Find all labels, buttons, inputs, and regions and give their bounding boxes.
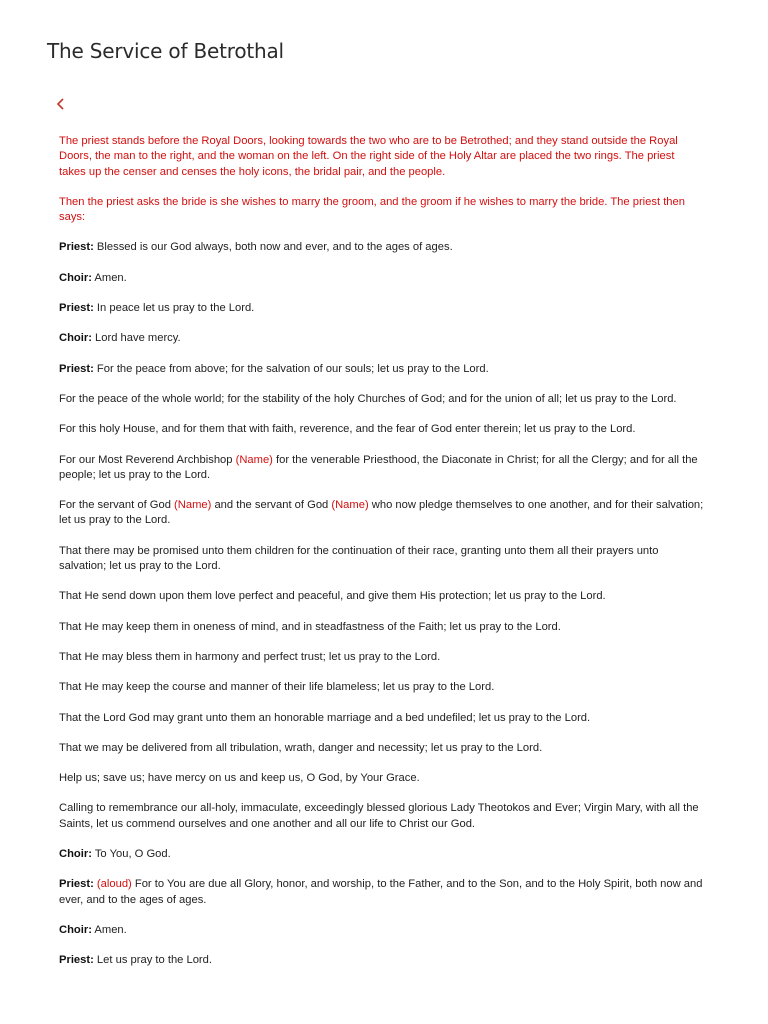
name-placeholder: (Name) bbox=[331, 499, 369, 512]
name-placeholder: (Name) bbox=[174, 499, 212, 512]
header bbox=[0, 0, 768, 90]
choir-line bbox=[59, 271, 704, 286]
speaker-label: Choir: bbox=[59, 848, 92, 861]
speaker-label: Choir: bbox=[59, 332, 92, 345]
speaker-label: Choir: bbox=[59, 271, 92, 284]
service-text bbox=[59, 134, 704, 984]
litany-petition bbox=[59, 453, 704, 484]
litany-petition: Help us; save us; have mercy on us and keep us, O God, by Your Grace. bbox=[59, 772, 420, 785]
litany-petition: That there may be promised unto them children for the continuation of their race, granting unto them all their prayers unto salvation; let us pray to the Lord. bbox=[59, 544, 659, 573]
litany-petition: That He may keep them in oneness of mind, and in steadfastness of the Faith; let us pray to the Lord. bbox=[59, 620, 561, 633]
priest-line bbox=[59, 240, 704, 255]
speaker-label: Priest: bbox=[59, 302, 94, 315]
line-text: To You, O God. bbox=[91, 848, 171, 861]
speaker-label: Priest: bbox=[59, 241, 94, 254]
line-text: Blessed is our God always, both now and ever, and to the ages of ages. bbox=[93, 241, 453, 254]
litany-petition: Calling to remembrance our all-holy, immaculate, exceedingly blessed glorious Lady Theotokos and Ever; Virgin Mary, with all the Saints, let us commend ourselves and one another and all our life to Christ our God. bbox=[59, 802, 699, 830]
line-text: For the peace from above; for the salvation of our souls; let us pray to the Lord. bbox=[93, 362, 489, 375]
back-button[interactable] bbox=[52, 95, 70, 113]
line-text: Let us pray to the Lord. bbox=[93, 954, 212, 967]
chevron-left-icon bbox=[56, 97, 66, 111]
choir-line bbox=[59, 331, 704, 346]
speaker-label: Priest: bbox=[59, 954, 94, 967]
litany-petition bbox=[59, 498, 704, 529]
speaker-label: Priest: bbox=[59, 362, 94, 375]
rubric-paragraph: Then the priest asks the bride is she wishes to marry the groom, and the groom if he wishes to marry the bride. The priest then says: bbox=[59, 195, 685, 224]
line-text: In peace let us pray to the Lord. bbox=[93, 302, 255, 315]
litany-petition: That the Lord God may grant unto them an honorable marriage and a bed undefiled; let us pray to the Lord. bbox=[59, 711, 591, 724]
petition-text: For the servant of God bbox=[59, 499, 175, 512]
choir-line bbox=[59, 847, 704, 862]
speaker-label: Choir: bbox=[59, 923, 92, 936]
rubric-paragraph: The priest stands before the Royal Doors, looking towards the two who are to be Betrothed; and they stand outside the Royal Doors, the man to the right, and the woman on the left. On the right side of the Holy Altar are placed the two rings. The priest takes up the censer and censes the holy icons, the bridal pair, and the people. bbox=[59, 135, 678, 178]
priest-line bbox=[59, 877, 704, 908]
line-text: Lord have mercy. bbox=[91, 332, 181, 345]
litany-petition: That He may keep the course and manner of their life blameless; let us pray to the Lord. bbox=[59, 681, 495, 694]
priest-line bbox=[59, 301, 704, 316]
litany-petition: That we may be delivered from all tribulation, wrath, danger and necessity; let us pray to the Lord. bbox=[59, 741, 543, 754]
rubric-aloud: (aloud) bbox=[93, 878, 132, 891]
litany-petition: That He may bless them in harmony and perfect trust; let us pray to the Lord. bbox=[59, 650, 441, 663]
litany-petition: For this holy House, and for them that with faith, reverence, and the fear of God enter therein; let us pray to the Lord. bbox=[59, 423, 636, 436]
line-text: Amen. bbox=[91, 923, 127, 936]
petition-text: For our Most Reverend Archbishop bbox=[59, 453, 236, 466]
line-text: For to You are due all Glory, honor, and worship, to the Father, and to the Son, and to the Holy Spirit, both now and ever, and to the ages of ages. bbox=[59, 878, 703, 906]
priest-line bbox=[59, 953, 704, 968]
page-title: The Service of Betrothal bbox=[47, 39, 284, 63]
petition-text: who now pledge themselves to one another, and for their salvation; let us pray to the Lord. bbox=[59, 499, 704, 527]
litany-petition: That He send down upon them love perfect and peaceful, and give them His protection; let us pray to the Lord. bbox=[59, 590, 606, 603]
priest-line bbox=[59, 362, 704, 377]
choir-line bbox=[59, 923, 704, 938]
name-placeholder: (Name) bbox=[235, 453, 273, 466]
petition-text: for the venerable Priesthood, the Diaconate in Christ; for all the Clergy; and for all the people; let us pray to the Lord. bbox=[59, 453, 698, 481]
speaker-label: Priest: bbox=[59, 878, 94, 891]
petition-text: and the servant of God bbox=[211, 499, 332, 512]
line-text: Amen. bbox=[91, 271, 127, 284]
litany-petition: For the peace of the whole world; for the stability of the holy Churches of God; and for the union of all; let us pray to the Lord. bbox=[59, 392, 677, 405]
